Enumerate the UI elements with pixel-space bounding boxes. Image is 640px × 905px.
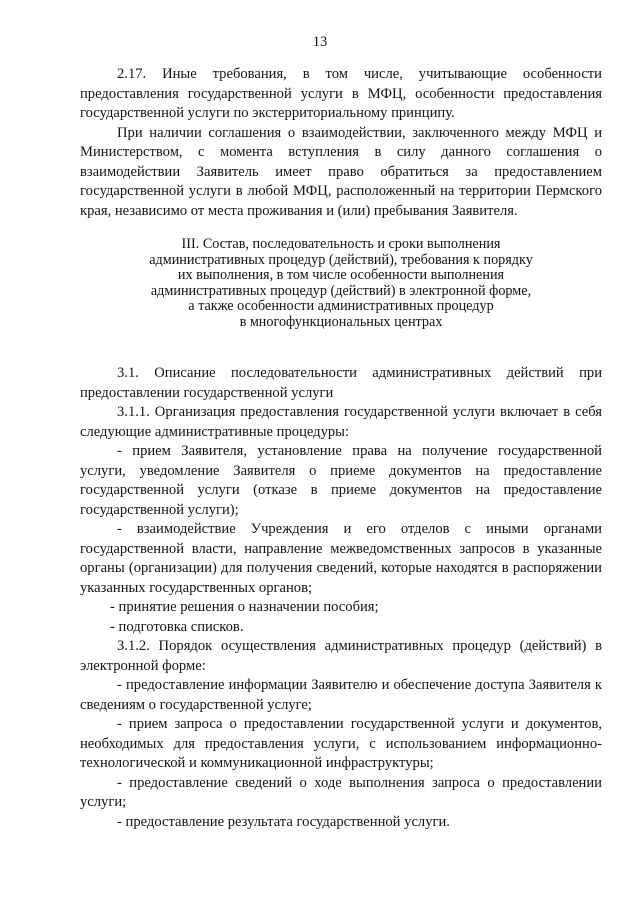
section-heading-line: их выполнения, в том числе особенности выполнения: [177, 267, 505, 283]
document-body: [80, 65, 602, 832]
list-item: - принятие решения о назначении пособия;: [110, 599, 379, 615]
list-item: - взаимодействие Учреждения и его отделов с иными органами государственной власти, направление межведомственных запросов в указанные органы (организации) для получения сведений, которые находятся в распоряжении указанных государственных органов;: [80, 521, 602, 596]
section-heading-line: а также особенности административных процедур: [188, 298, 494, 314]
paragraph-3-1: 3.1. Описание последовательности административных действий при предоставлении государственной услуги: [80, 365, 602, 401]
section-heading-line: III. Состав, последовательность и сроки выполнения: [181, 236, 501, 252]
paragraph-2-17: 2.17. Иные требования, в том числе, учитывающие особенности предоставления государственной услуги в МФЦ, особенности предоставления государственной услуги по экстерриториальному принципу.: [80, 66, 602, 121]
list-item: - предоставление информации Заявителю и обеспечение доступа Заявителя к сведениям о государственной услуге;: [80, 677, 602, 713]
page-number: 13: [312, 34, 328, 50]
section-heading-line: административных процедур (действий), требования к порядку: [149, 251, 533, 268]
paragraph-3-1-2: 3.1.2. Порядок осуществления административных процедур (действий) в электронной форме:: [80, 638, 602, 674]
list-item: - прием Заявителя, установление права на получение государственной услуги, уведомление Заявителя о приеме документов на предоставление государственной услуги (отказе в приеме документов на предоставление государственной услуги);: [80, 443, 602, 518]
section-heading: [80, 237, 602, 330]
paragraph-3-1-1: 3.1.1. Организация предоставления государственной услуги включает в себя следующие административные процедуры:: [80, 404, 602, 440]
list-item: - прием запроса о предоставлении государственной услуги и документов, необходимых для предоставления услуги, с использованием информационно-технологической и коммуникационной инфраструктуры;: [80, 716, 602, 771]
section-heading-line: в многофункциональных центрах: [239, 313, 443, 330]
list-item: - подготовка списков.: [110, 618, 244, 635]
list-item: - предоставление сведений о ходе выполнения запроса о предоставлении услуги;: [80, 774, 602, 810]
spacer: [80, 346, 602, 364]
list-item: - предоставление результата государственной услуги.: [117, 813, 450, 830]
section-heading-line: административных процедур (действий) в электронной форме,: [150, 282, 532, 299]
paragraph-mfc-agreement: При наличии соглашения о взаимодействии, заключенного между МФЦ и Министерством, с момента вступления в силу данного соглашения о взаимодействии Заявитель имеет право обратиться за предоставлением государственной услуги в любой МФЦ, расположенный на территории Пермского края, независимо от места проживания и (или) пребывания Заявителя.: [80, 124, 602, 219]
